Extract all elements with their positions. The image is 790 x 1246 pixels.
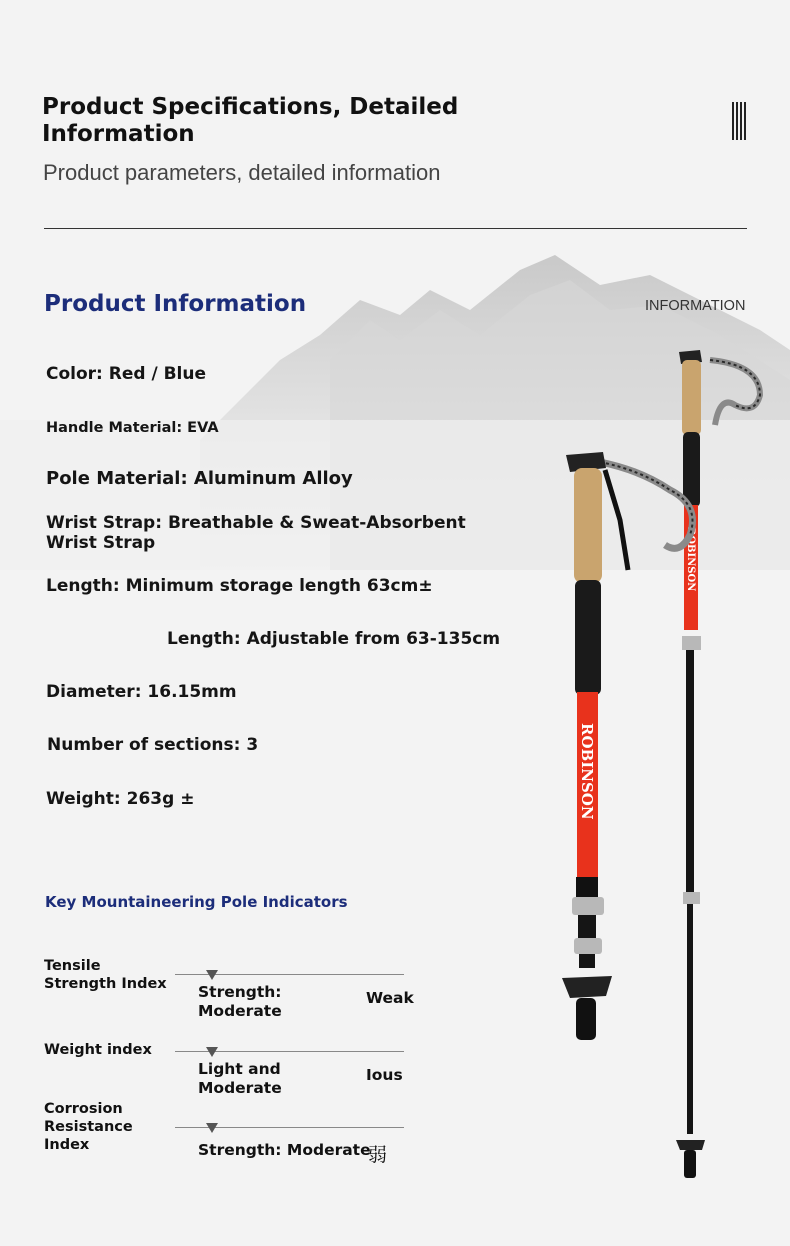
trekking-poles-image	[540, 330, 790, 1210]
spec-pole-material: Pole Material: Aluminum Alloy	[46, 468, 353, 489]
indicator-marker	[206, 970, 218, 980]
spec-weight: Weight: 263g ±	[46, 789, 195, 809]
pole-brand-label-front: ROBINSON	[578, 723, 596, 820]
spec-adjustable-length: Length: Adjustable from 63-135cm	[167, 629, 501, 649]
indicator-marker	[206, 1047, 218, 1057]
indicator-side-tensile: Weak	[366, 989, 414, 1007]
indicator-side-corrosion: 弱	[368, 1144, 388, 1166]
indicators-title: Key Mountaineering Pole Indicators	[45, 893, 348, 911]
header-divider	[44, 228, 747, 229]
spec-wrist-strap: Wrist Strap: Breathable & Sweat-Absorbent Wrist Strap	[46, 513, 466, 553]
bars-icon	[732, 102, 746, 140]
page-title: Product Specifications, Detailed Information	[42, 94, 459, 147]
indicator-value-corrosion: Strength: Moderate	[198, 1141, 371, 1159]
indicator-label-weight: Weight index	[44, 1042, 152, 1058]
page-subtitle: Product parameters, detailed information	[43, 160, 441, 185]
spec-color: Color: Red / Blue	[46, 364, 207, 384]
indicator-value-tensile: Strength: Moderate	[198, 983, 282, 1020]
indicator-marker	[206, 1123, 218, 1133]
pole-brand-label-back: ROBINSON	[685, 527, 696, 592]
section-title: Product Information	[44, 291, 307, 317]
spec-handle: Handle Material: EVA	[46, 420, 219, 436]
spec-sections: Number of sections: 3	[47, 735, 259, 755]
indicator-label-tensile: Tensile Strength Index	[44, 958, 167, 992]
indicator-label-corrosion: Corrosion Resistance Index	[44, 1101, 133, 1153]
indicator-side-weight: Ious	[366, 1066, 403, 1084]
spec-diameter: Diameter: 16.15mm	[46, 682, 237, 702]
spec-min-length: Length: Minimum storage length 63cm±	[46, 576, 433, 596]
section-tag: INFORMATION	[645, 298, 746, 314]
indicator-value-weight: Light and Moderate	[198, 1060, 282, 1097]
